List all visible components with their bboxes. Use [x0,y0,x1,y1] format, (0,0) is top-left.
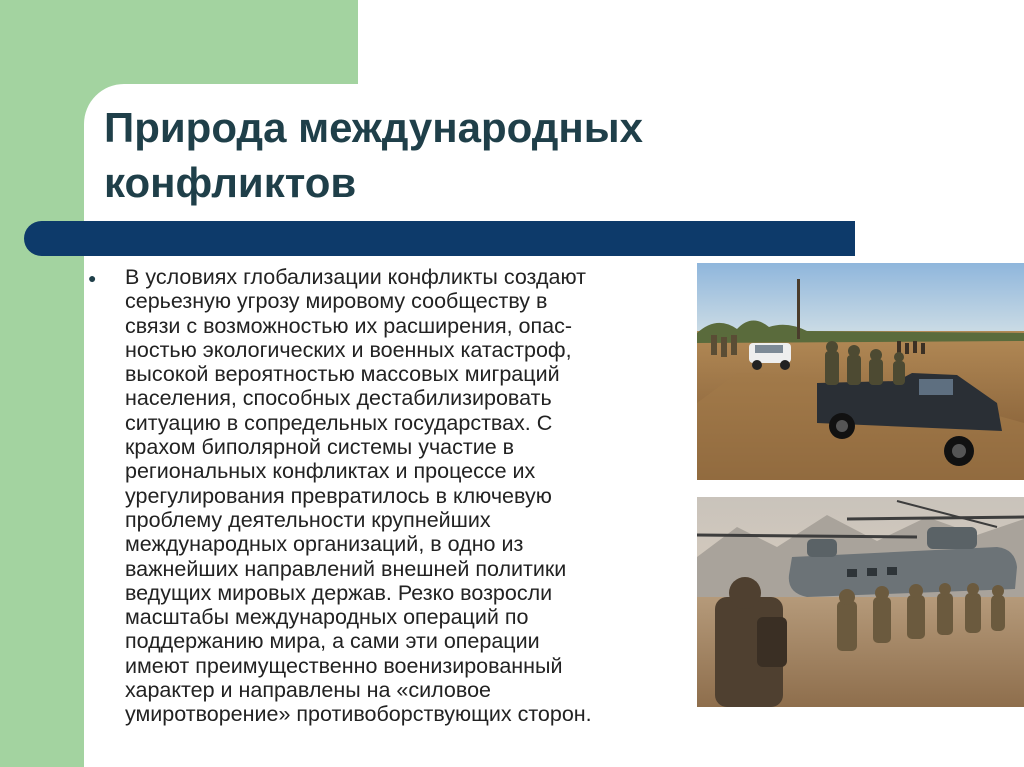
title-line-2: конфликтов [104,159,357,206]
slide-title [104,100,744,210]
title-line-1: Природа международных [104,104,644,151]
photo-chinook-helicopter-soldiers [697,497,1024,707]
photo-military-pickup-truck [697,263,1024,480]
body-paragraph: В условиях глобализации конфликты создают серьезную угрозу мировому сообществу в связи с возможностью их расширения, опас- ностью экологических и военных катастроф, высокой вероятностью массовых миграций населения, способных дестабилизировать ситуацию в сопредельных государствах. С крахом биполярной системы участие в региональных конфликтах и процессе их урегулирования превратилось в ключевую проблему деятельности крупнейших международных организаций, в одно из важнейших направлений внешней политики ведущих мировых держав. Резко возросли масштабы международных операций по поддержанию мира, а сами эти операции имеют преимущественно военизированный характер и направлены на «силовое умиротворение» противоборствующих сторон. [125,265,592,727]
bullet-icon: ● [88,270,97,286]
title-divider-bar [24,221,855,256]
